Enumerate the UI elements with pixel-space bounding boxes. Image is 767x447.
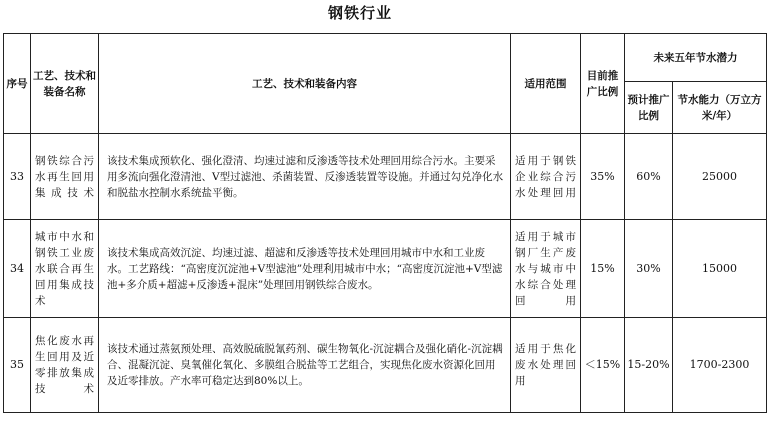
header-capacity: 节水能力（万立方米/年） [673, 82, 767, 134]
header-scope: 适用范围 [511, 34, 581, 134]
header-potential: 未来五年节水潜力 [625, 34, 767, 82]
table-row [4, 318, 767, 413]
row-scope: 适用于焦化废水处理回用 [511, 318, 581, 413]
row-content: 该技术集成高效沉淀、均速过滤、超滤和反渗透等技术处理回用城市中水和工业废水。工艺路线：“高密度沉淀池+V型滤池”处理利用城市中水；“高密度沉淀池+V型滤池+多介质+超滤+反渗透+混床”处理回用钢铁综合废水。 [99, 220, 511, 318]
header-process-name: 工艺、技术和装备名称 [31, 34, 99, 134]
row-content: 该技术集成预软化、强化澄清、均速过滤和反渗透等技术处理回用综合污水。主要采用多流向强化澄清池、V型过滤池、杀菌装置、反渗透装置等设施。并通过勾兑净化水和脱盐水控制水系统盐平衡。 [99, 134, 511, 220]
row-scope: 适用于钢铁企业综合污水处理回用 [511, 134, 581, 220]
row-expected-ratio: 15-20% [625, 318, 673, 413]
row-seq: 35 [4, 318, 31, 413]
row-capacity: 25000 [673, 134, 767, 220]
row-process-name: 城市中水和钢铁工业废水联合再生回用集成技术 [31, 220, 99, 318]
row-expected-ratio: 60% [625, 134, 673, 220]
row-seq: 34 [4, 220, 31, 318]
page-title: 钢铁行业 [327, 4, 392, 22]
table-row [4, 220, 767, 318]
header-content: 工艺、技术和装备内容 [99, 34, 511, 134]
row-current-ratio: ＜15% [581, 318, 625, 413]
row-seq: 33 [4, 134, 31, 220]
row-current-ratio: 15% [581, 220, 625, 318]
water-saving-tech-table [3, 33, 767, 413]
row-expected-ratio: 30% [625, 220, 673, 318]
table-row [4, 134, 767, 220]
row-current-ratio: 35% [581, 134, 625, 220]
row-content: 该技术通过蒸氨预处理、高效脱硫脱氰药剂、碳生物氧化-沉淀耦合及强化硝化-沉淀耦合、混凝沉淀、臭氧催化氧化、多膜组合脱盐等工艺组合，实现焦化废水资源化回用及近零排放。产水率可稳定达到80%以上。 [99, 318, 511, 413]
header-expected-ratio: 预计推广比例 [625, 82, 673, 134]
row-process-name: 焦化废水再生回用及近零排放集成技术 [31, 318, 99, 413]
header-current-ratio: 目前推广比例 [581, 34, 625, 134]
row-capacity: 15000 [673, 220, 767, 318]
row-capacity: 1700-2300 [673, 318, 767, 413]
row-process-name: 钢铁综合污水再生回用集成技术 [31, 134, 99, 220]
header-seq: 序号 [4, 34, 31, 134]
row-scope: 适用于城市钢厂生产废水与城市中水综合处理回用 [511, 220, 581, 318]
